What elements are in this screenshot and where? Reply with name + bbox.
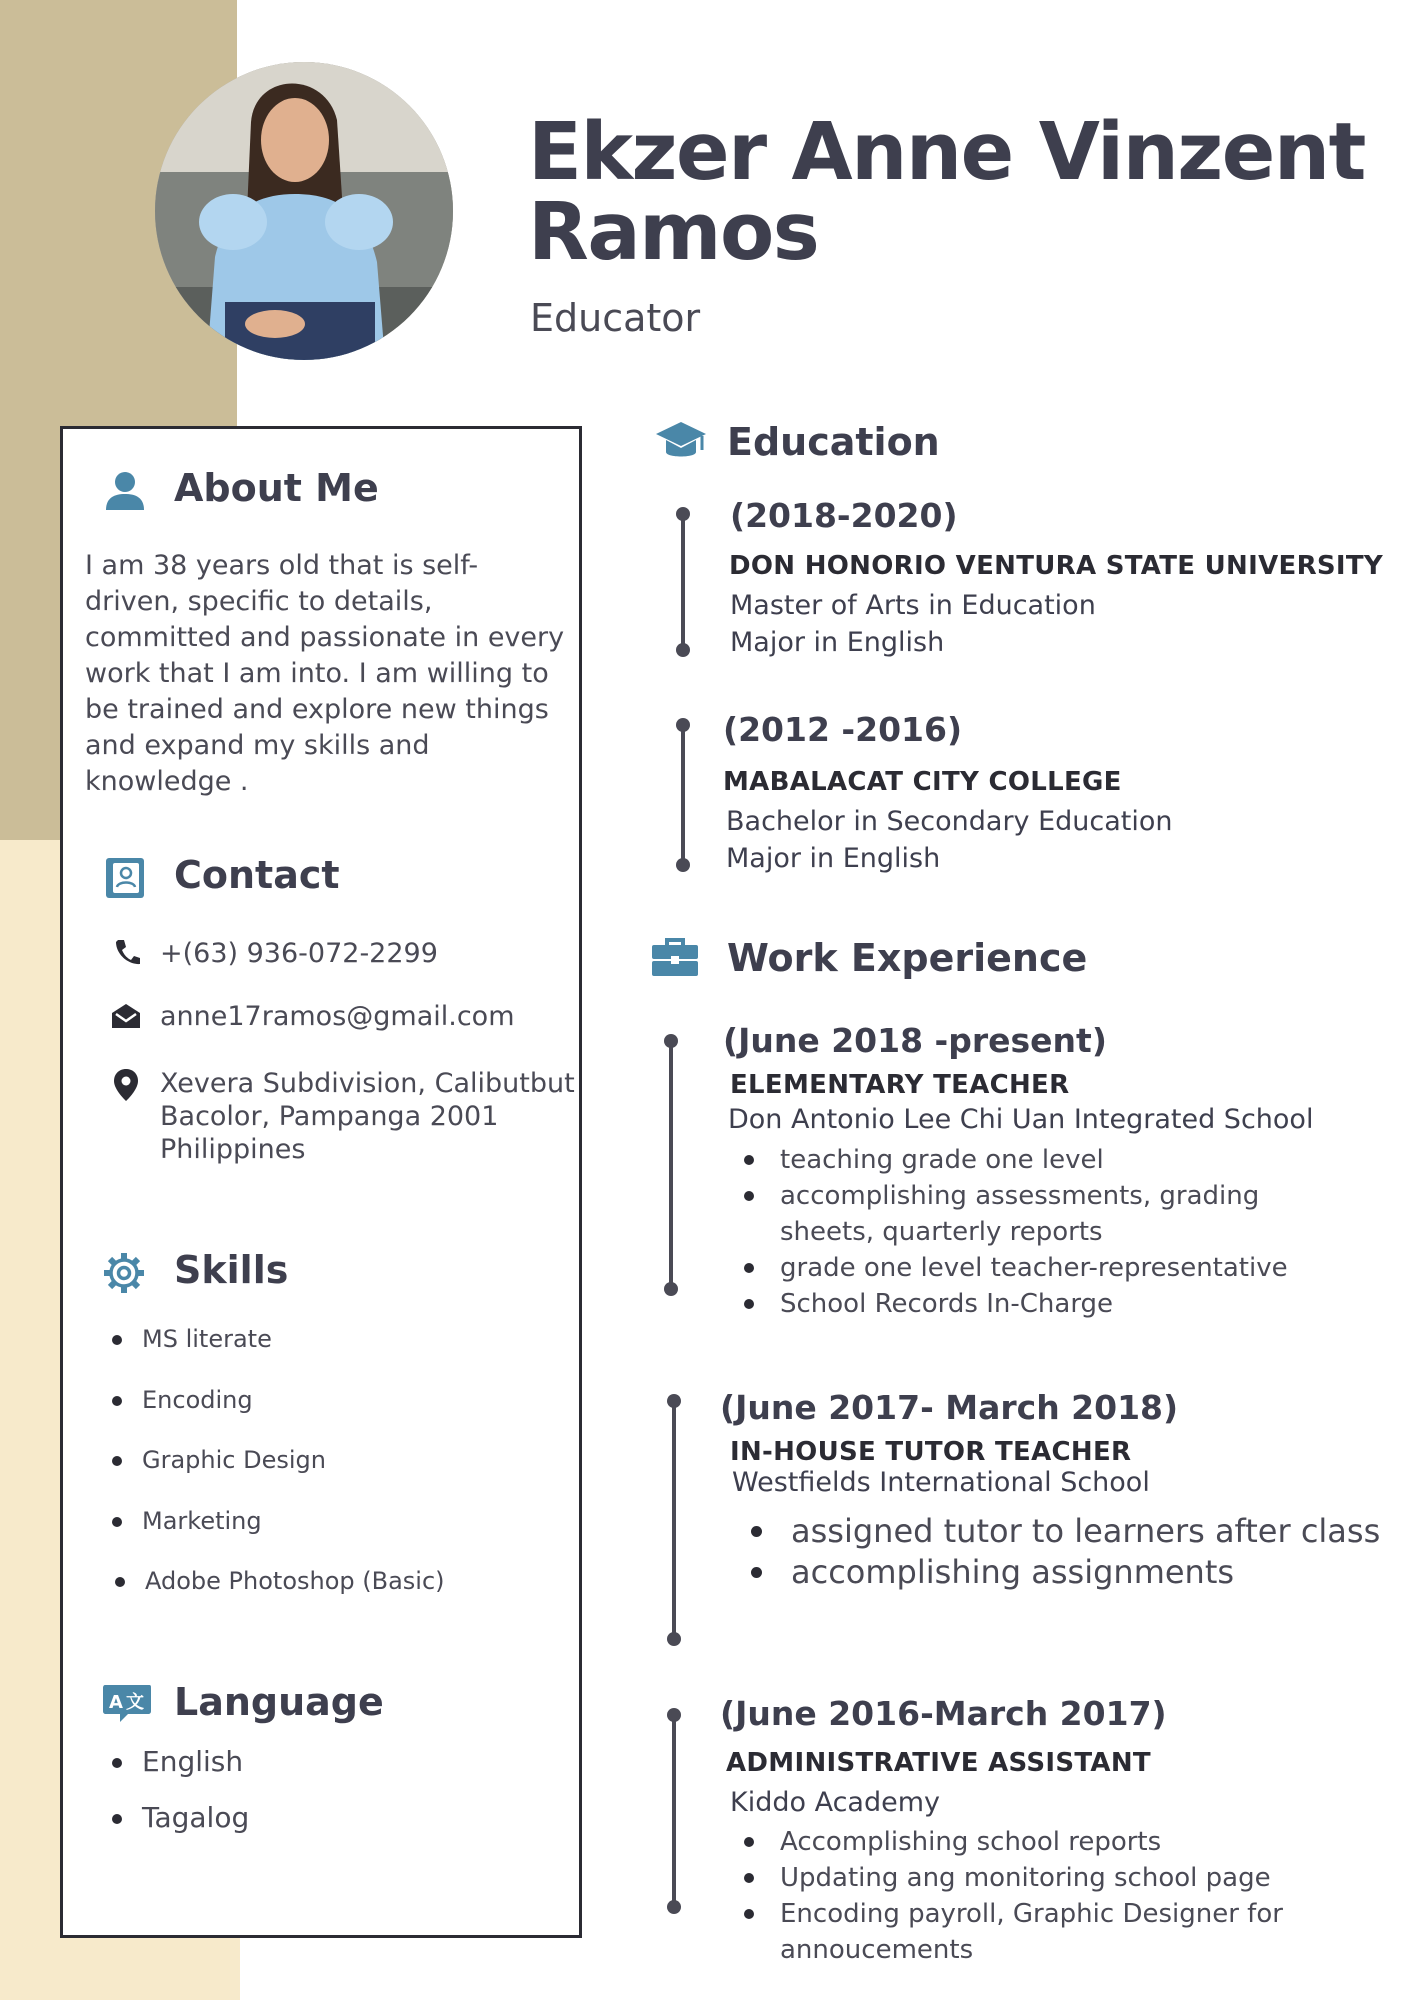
gear-icon <box>102 1251 146 1295</box>
contact-book-icon <box>104 856 146 900</box>
work-duties-list <box>744 1824 1304 1968</box>
graduation-cap-icon <box>655 420 707 464</box>
job-title: Educator <box>530 296 701 340</box>
timeline-line <box>681 512 685 650</box>
timeline-line <box>681 724 685 864</box>
education-school: DON HONORIO VENTURA STATE UNIVERSITY <box>729 551 1384 581</box>
duty-item: School Records In-Charge <box>744 1286 1324 1322</box>
education-major: Major in English <box>726 843 941 874</box>
skill-item: Encoding <box>112 1385 442 1446</box>
timeline-line <box>672 1714 676 1908</box>
education-date: (2012 -2016) <box>723 710 963 749</box>
timeline-dot <box>676 643 690 657</box>
envelope-icon <box>111 1003 141 1029</box>
work-organization: Kiddo Academy <box>730 1787 941 1818</box>
education-degree: Master of Arts in Education <box>730 590 1096 621</box>
briefcase-icon <box>651 937 699 977</box>
education-major: Major in English <box>730 627 945 658</box>
email-address[interactable]: anne17ramos@gmail.com <box>160 1001 515 1032</box>
location-pin-icon <box>113 1068 139 1102</box>
work-organization: Don Antonio Lee Chi Uan Integrated School <box>728 1104 1314 1135</box>
skill-item: Adobe Photoshop (Basic) <box>115 1566 445 1627</box>
person-icon <box>104 470 146 512</box>
translate-icon <box>102 1683 152 1723</box>
work-duties-list <box>744 1142 1324 1322</box>
address-line-1: Xevera Subdivision, Calibutbut <box>160 1068 575 1099</box>
timeline-line <box>672 1400 676 1640</box>
contact-heading: Contact <box>174 853 340 897</box>
education-heading: Education <box>727 420 940 464</box>
candidate-name: Ekzer Anne Vinzent Ramos <box>528 106 1365 278</box>
skill-item: Marketing <box>112 1506 442 1567</box>
phone-icon <box>114 938 140 966</box>
about-heading: About Me <box>174 466 379 510</box>
profile-photo <box>155 62 453 360</box>
duty-item: accomplishing assignments <box>751 1552 1380 1593</box>
work-role: IN-HOUSE TUTOR TEACHER <box>730 1437 1132 1467</box>
education-degree: Bachelor in Secondary Education <box>726 806 1173 837</box>
duty-item: accomplishing assessments, grading sheets, quarterly reports <box>744 1178 1324 1250</box>
timeline-dot <box>676 858 690 872</box>
language-item: Tagalog <box>112 1801 249 1857</box>
language-item: English <box>112 1745 249 1801</box>
duty-item: Updating ang monitoring school page <box>744 1860 1304 1896</box>
work-role: ADMINISTRATIVE ASSISTANT <box>726 1748 1151 1778</box>
phone-number[interactable]: +(63) 936-072-2299 <box>160 938 438 969</box>
timeline-dot <box>667 1900 681 1914</box>
language-list <box>112 1745 249 1857</box>
duty-item: teaching grade one level <box>744 1142 1324 1178</box>
address-line-2: Bacolor, Pampanga 2001 <box>160 1101 499 1132</box>
duty-item: assigned tutor to learners after class <box>751 1511 1380 1552</box>
timeline-dot <box>664 1282 678 1296</box>
work-date: (June 2017- March 2018) <box>720 1388 1179 1427</box>
skill-item: Graphic Design <box>112 1445 442 1506</box>
timeline-dot <box>667 1632 681 1646</box>
work-heading: Work Experience <box>727 936 1088 980</box>
about-text: I am 38 years old that is self-driven, specific to details, committed and passionate in every work that I am into. I am willing to be trained and explore new things and expand my skills and knowledge . <box>85 550 565 797</box>
skills-list <box>112 1324 445 1627</box>
duty-item: Encoding payroll, Graphic Designer for annoucements <box>744 1896 1304 1968</box>
duty-item: grade one level teacher-representative <box>744 1250 1324 1286</box>
skill-item: MS literate <box>112 1324 442 1385</box>
education-school: MABALACAT CITY COLLEGE <box>723 767 1122 797</box>
address-line-3: Philippines <box>160 1134 306 1165</box>
work-date: (June 2016-March 2017) <box>720 1694 1167 1733</box>
work-duties-list <box>751 1511 1380 1593</box>
work-role: ELEMENTARY TEACHER <box>730 1070 1070 1100</box>
timeline-line <box>669 1040 673 1290</box>
language-heading: Language <box>174 1680 384 1724</box>
duty-item: Accomplishing school reports <box>744 1824 1304 1860</box>
svg-text:A: A <box>109 1692 123 1713</box>
work-date: (June 2018 -present) <box>723 1021 1107 1060</box>
work-organization: Westfields International School <box>732 1467 1150 1498</box>
skills-heading: Skills <box>174 1248 289 1292</box>
education-date: (2018-2020) <box>730 496 958 535</box>
svg-text:文: 文 <box>126 1692 144 1713</box>
